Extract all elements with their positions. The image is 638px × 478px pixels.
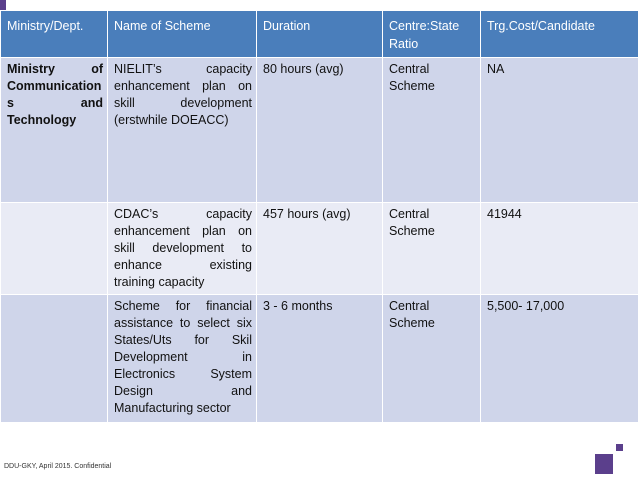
schemes-table — [0, 10, 638, 423]
cell-ratio: Central Scheme — [383, 295, 481, 423]
cell-ministry: Ministry of Communication s and Technology — [1, 58, 108, 203]
cell-ratio: Central Scheme — [383, 58, 481, 203]
cell-duration: 457 hours (avg) — [257, 203, 383, 295]
cell-ministry — [1, 203, 108, 295]
cell-cost: 5,500- 17,000 — [481, 295, 638, 423]
header-row — [1, 11, 638, 58]
cell-ratio: Central Scheme — [383, 203, 481, 295]
brand-logo-icon — [595, 442, 623, 476]
header-ratio: Centre:State Ratio — [383, 11, 481, 58]
cell-cost: NA — [481, 58, 638, 203]
cell-scheme: Scheme for financial assistance to select six States/Uts for Skil Development in Electronics System Design and Manufacturing sector — [108, 295, 257, 423]
cell-ministry — [1, 295, 108, 423]
table-row — [1, 295, 638, 423]
header-cost: Trg.Cost/Candidate — [481, 11, 638, 58]
cell-scheme: NIELIT’s capacity enhancement plan on skill development (erstwhile DOEACC) — [108, 58, 257, 203]
cell-cost: 41944 — [481, 203, 638, 295]
header-ministry: Ministry/Dept. — [1, 11, 108, 58]
header-duration: Duration — [257, 11, 383, 58]
table-row — [1, 203, 638, 295]
cell-duration: 80 hours (avg) — [257, 58, 383, 203]
header-scheme: Name of Scheme — [108, 11, 257, 58]
table-row — [1, 58, 638, 203]
cell-scheme: CDAC’s capacity enhancement plan on skill development to enhance existing training capacity — [108, 203, 257, 295]
footer-confidential: DDU-GKY, April 2015. Confidential — [4, 463, 112, 470]
cell-duration: 3 - 6 months — [257, 295, 383, 423]
